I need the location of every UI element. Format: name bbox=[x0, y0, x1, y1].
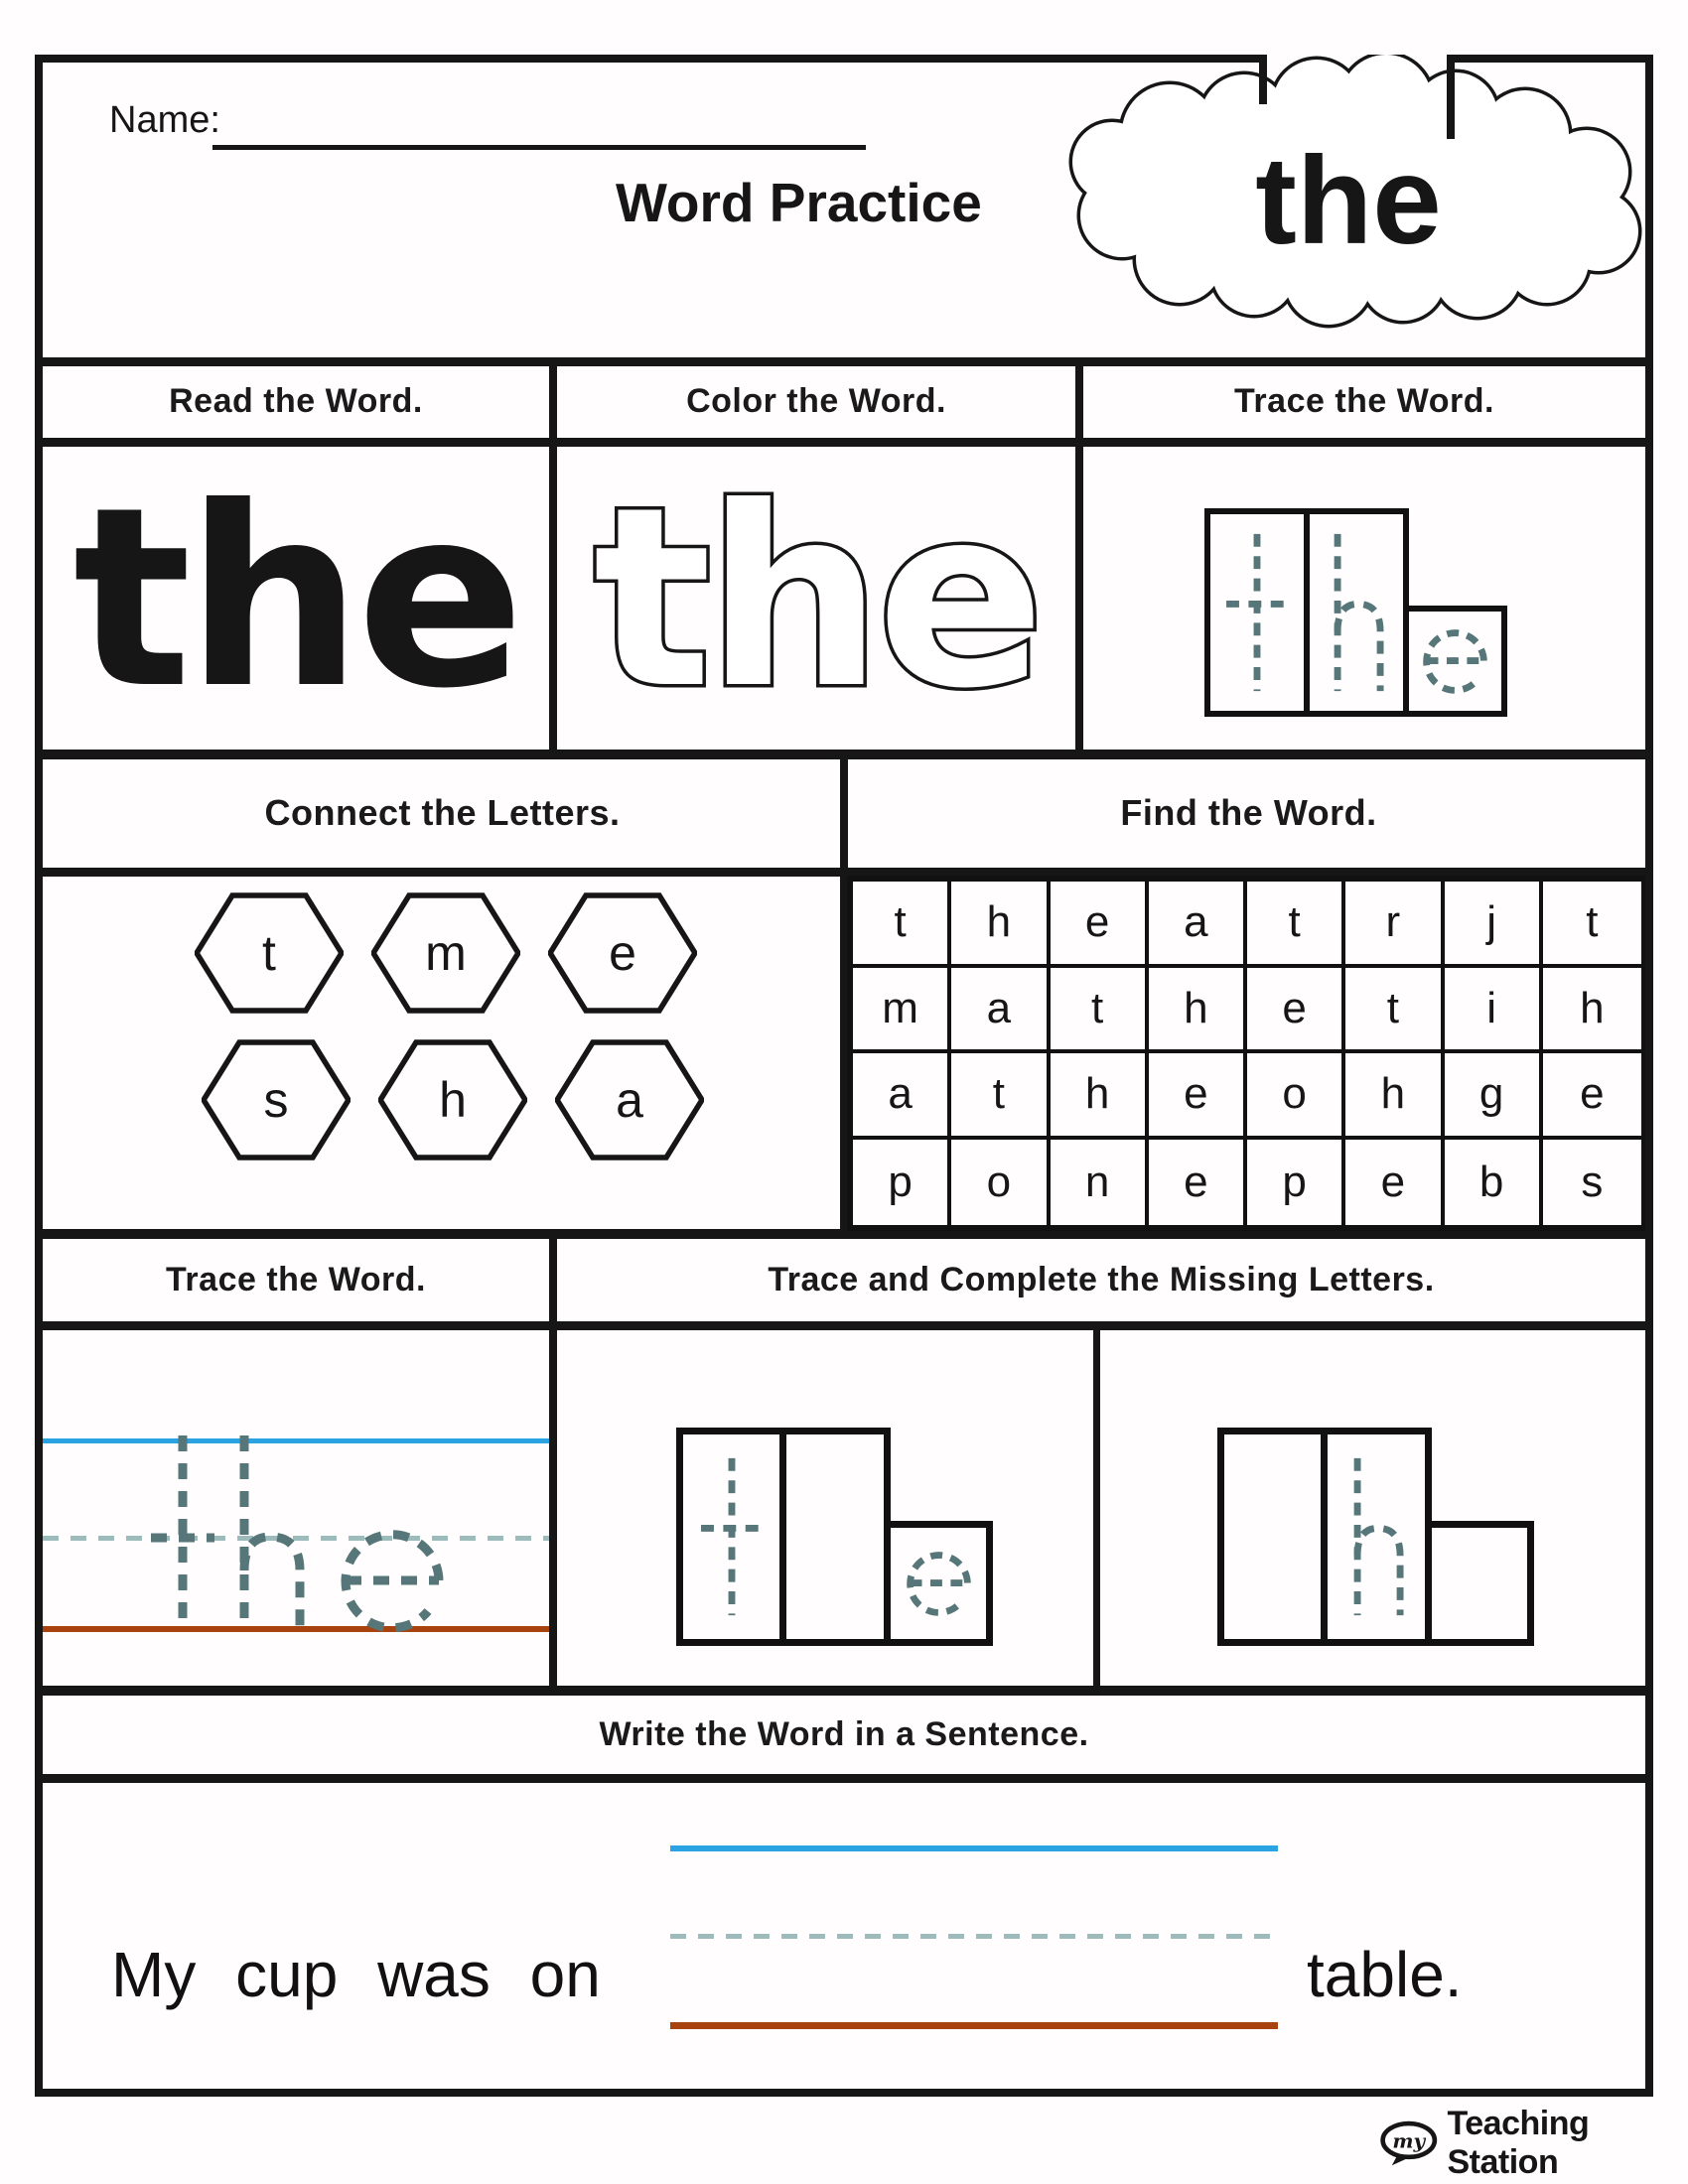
missing-group1-box-blank-h[interactable] bbox=[779, 1428, 891, 1646]
rule-row3-header-bottom bbox=[35, 1321, 1653, 1330]
divider-row3 bbox=[549, 1229, 557, 1696]
read-word-sample: the bbox=[72, 453, 519, 743]
grid-cell: i bbox=[1445, 968, 1543, 1054]
border-notch-right-stub bbox=[1447, 55, 1455, 139]
grid-cell: e bbox=[1247, 968, 1345, 1054]
trace-word-dashed bbox=[119, 1432, 447, 1632]
grid-cell: a bbox=[951, 968, 1050, 1054]
sight-word-cloud bbox=[1051, 55, 1651, 338]
cloud-sight-word: the bbox=[1255, 132, 1442, 270]
hexagon-letter-m: m bbox=[371, 889, 520, 1017]
hexagon-letter-a: a bbox=[555, 1036, 704, 1163]
header-connect-the-letters: Connect the Letters. bbox=[264, 791, 621, 833]
footer-brand-text: Teaching Station bbox=[1447, 2105, 1590, 2181]
grid-cell: t bbox=[1051, 968, 1149, 1054]
missing-group1-box-t bbox=[676, 1428, 786, 1646]
grid-cell: a bbox=[853, 1053, 951, 1140]
missing-group2-box-h bbox=[1321, 1428, 1432, 1646]
grid-cell: h bbox=[951, 882, 1050, 968]
trace-box-h bbox=[1304, 508, 1409, 717]
grid-cell: o bbox=[1247, 1053, 1345, 1140]
border-left bbox=[35, 55, 43, 2097]
grid-cell: m bbox=[853, 968, 951, 1054]
grid-cell: g bbox=[1445, 1053, 1543, 1140]
my-speech-bubble-icon bbox=[1378, 2113, 1440, 2174]
color-word-outline: the bbox=[593, 453, 1040, 743]
rule-row4-header-bottom bbox=[35, 1774, 1653, 1783]
name-label: Name: bbox=[109, 99, 220, 141]
trace-letter-h-dashed bbox=[1334, 1442, 1419, 1631]
grid-cell: n bbox=[1051, 1140, 1149, 1226]
divider-missing-groups bbox=[1093, 1321, 1100, 1696]
page-title: Word Practice bbox=[616, 172, 982, 233]
header-trace-word-lines: Trace the Word. bbox=[166, 1261, 426, 1298]
grid-cell: r bbox=[1345, 882, 1444, 968]
header-missing-letters: Trace and Complete the Missing Letters. bbox=[768, 1261, 1435, 1298]
border-notch-left-stub bbox=[1259, 55, 1267, 104]
name-write-line bbox=[212, 145, 866, 150]
trace-letter-e-dashed bbox=[897, 1538, 981, 1629]
divider-row1-col1 bbox=[549, 357, 557, 759]
trace-letter-t-dashed bbox=[689, 1442, 774, 1631]
grid-cell: h bbox=[1051, 1053, 1149, 1140]
grid-cell: o bbox=[951, 1140, 1050, 1226]
missing-group2-box-blank-t[interactable] bbox=[1217, 1428, 1328, 1646]
header-write-sentence: Write the Word in a Sentence. bbox=[599, 1715, 1089, 1753]
sentence-text-after: table. bbox=[1307, 1939, 1463, 2010]
grid-cell: t bbox=[1247, 882, 1345, 968]
grid-cell: j bbox=[1445, 882, 1543, 968]
grid-cell: e bbox=[1149, 1140, 1247, 1226]
grid-cell: a bbox=[1149, 882, 1247, 968]
sentence-text-before: My cup was on bbox=[111, 1939, 601, 2010]
trace-box-e bbox=[1403, 606, 1507, 717]
grid-cell: p bbox=[853, 1140, 951, 1226]
grid-cell: t bbox=[1543, 882, 1641, 968]
header-find-the-word: Find the Word. bbox=[1120, 791, 1377, 833]
logo-my-text: my bbox=[1392, 2128, 1426, 2153]
dashed-h-arch bbox=[244, 1537, 300, 1628]
header-color-the-word: Color the Word. bbox=[686, 382, 946, 420]
border-top-left-segment bbox=[35, 55, 1259, 63]
hexagon-letter-e: e bbox=[548, 889, 697, 1017]
trace-box-t bbox=[1204, 508, 1310, 717]
hexagon-letter-h: h bbox=[378, 1036, 527, 1163]
grid-cell: t bbox=[1345, 968, 1444, 1054]
hexagon-letter-t: t bbox=[195, 889, 344, 1017]
trace-letter-t-dashed bbox=[1214, 518, 1300, 707]
grid-cell: h bbox=[1149, 968, 1247, 1054]
rule-row1-header-bottom bbox=[35, 438, 1653, 447]
header-read-the-word: Read the Word. bbox=[169, 382, 423, 420]
grid-cell: e bbox=[1149, 1053, 1247, 1140]
footer-logo bbox=[1378, 2105, 1648, 2181]
grid-cell: e bbox=[1051, 882, 1149, 968]
word-search-grid bbox=[847, 876, 1647, 1231]
hexagon-letter-s: s bbox=[202, 1036, 351, 1163]
trace-letter-e-dashed bbox=[1413, 615, 1497, 707]
divider-row1-col2 bbox=[1075, 357, 1083, 759]
grid-cell: t bbox=[853, 882, 951, 968]
trace-letter-h-dashed bbox=[1314, 518, 1399, 707]
border-right bbox=[1645, 55, 1653, 2097]
grid-cell: h bbox=[1345, 1053, 1444, 1140]
rule-row4-top bbox=[35, 1686, 1653, 1696]
missing-group2-box-blank-e[interactable] bbox=[1425, 1521, 1534, 1646]
grid-cell: p bbox=[1247, 1140, 1345, 1226]
sentence-guide-bottom-red[interactable] bbox=[670, 2022, 1278, 2029]
grid-cell: b bbox=[1445, 1140, 1543, 1226]
missing-group1-box-e bbox=[884, 1521, 993, 1646]
header-trace-the-word: Trace the Word. bbox=[1234, 382, 1494, 420]
grid-cell: e bbox=[1543, 1053, 1641, 1140]
border-top-right-segment bbox=[1455, 55, 1653, 63]
grid-cell: h bbox=[1543, 968, 1641, 1054]
grid-cell: t bbox=[951, 1053, 1050, 1140]
grid-cell: s bbox=[1581, 1157, 1604, 1206]
grid-cell: e bbox=[1345, 1140, 1444, 1226]
sentence-guide-middle-dashed bbox=[670, 1934, 1278, 1939]
sentence-guide-top-blue bbox=[670, 1845, 1278, 1851]
border-bottom bbox=[35, 2089, 1653, 2097]
